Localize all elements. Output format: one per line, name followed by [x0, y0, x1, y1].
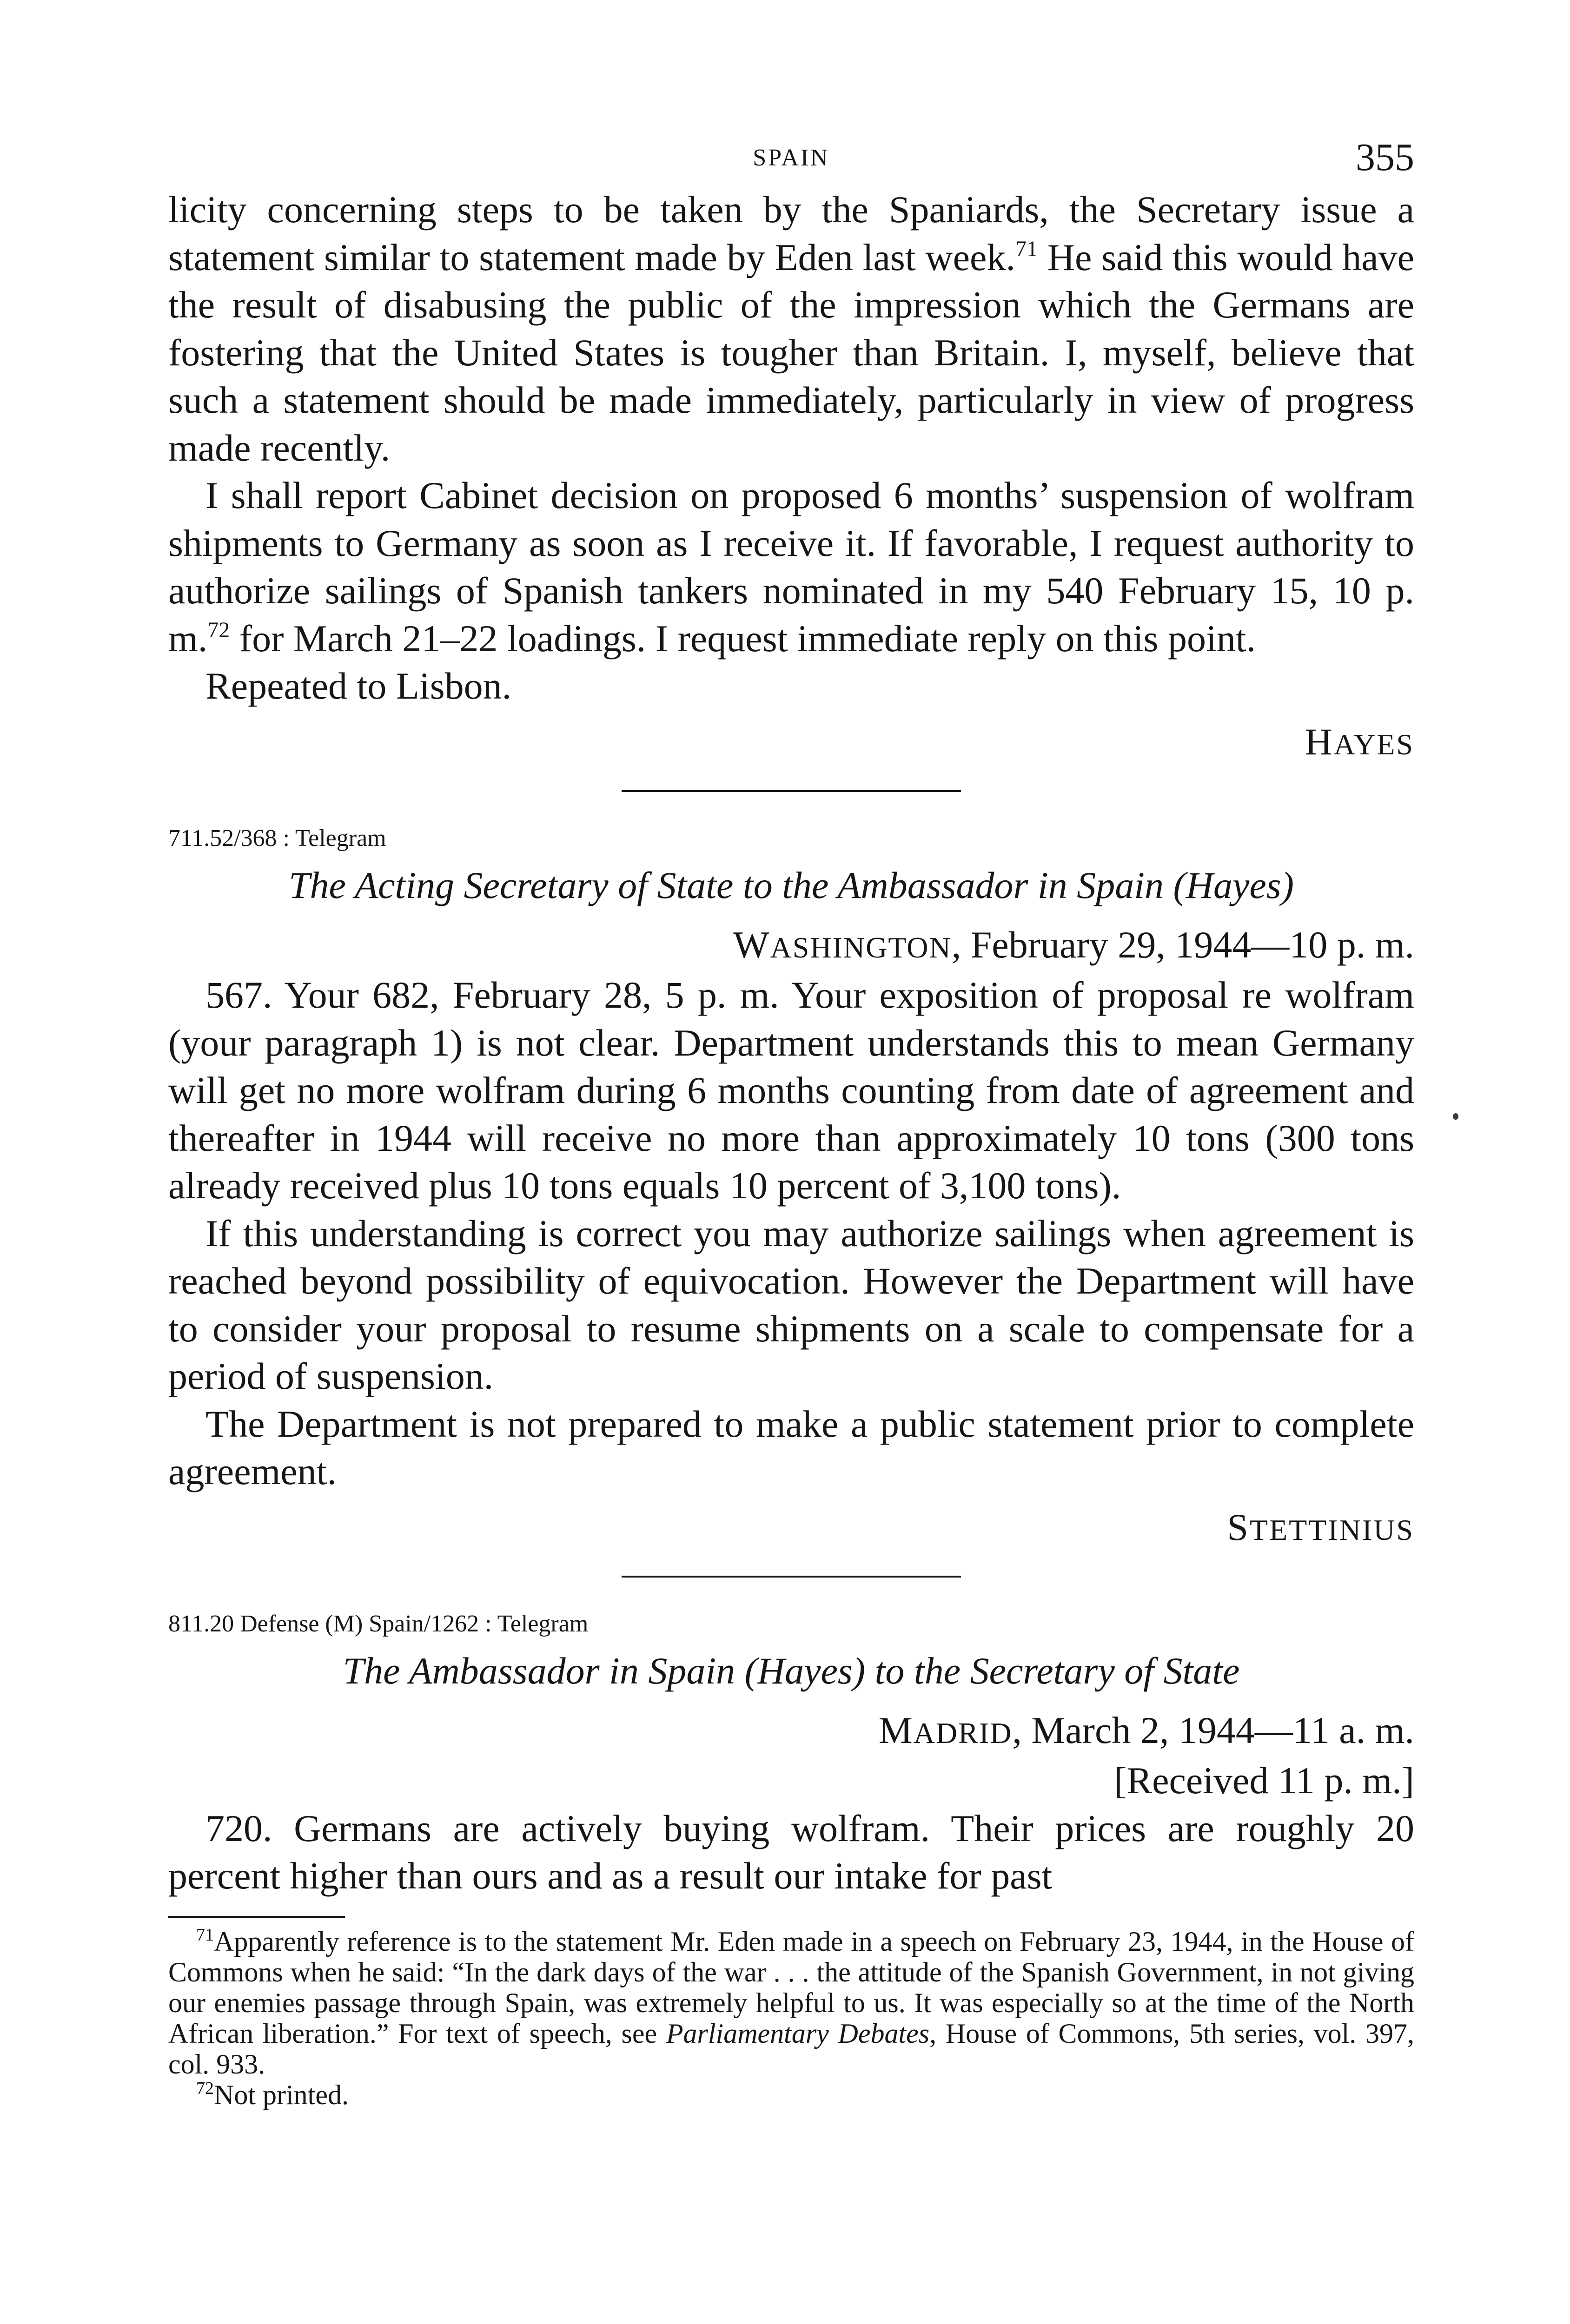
file-reference: 711.52/368 : Telegram: [168, 825, 386, 852]
dateline: WASHINGTON, February 29, 1944—10 p. m.: [733, 923, 1414, 966]
footnotes: [168, 1926, 1414, 2110]
document-1: [168, 820, 1414, 1553]
continuation-section: [168, 186, 1414, 768]
document-page: [168, 135, 1414, 2110]
page-header: [168, 135, 1414, 186]
signature-hayes: HAYES: [1305, 720, 1414, 763]
page-number: 355: [1356, 136, 1414, 179]
document-title: The Acting Secretary of State to the Ambassador in Spain (Hayes): [288, 864, 1294, 906]
continuation-paragraph-1: licity concerning steps to be taken by the Spaniards, the Secretary issue a statement similar to statement made by Eden last week.$^{71}$ He said this would have the result of disabusing the public of the impression which the Germans are fostering that the United States is tougher than Britain. I, myself, believe that such a statement should be made immediately, particularly in view of progress made recently.: [168, 188, 1415, 469]
document-1-paragraph-1: 567. Your 682, February 28, 5 p. m. Your exposition of proposal re wolfram (your paragraph 1) is not clear. Department understands this to mean Germany will get no more wolfram during 6 months counting from date of agreement and thereafter in 1944 will receive no more than approximately 10 tons (300 tons already received plus 10 tons equals 10 percent of 3,100 tons).: [168, 974, 1414, 1207]
signature-stettinius: STETTINIUS: [1227, 1505, 1414, 1548]
footnote-ref-72[interactable]: 72: [207, 617, 230, 642]
stray-mark: [1453, 1113, 1458, 1120]
received-line: [Received 11 p. m.]: [1114, 1759, 1414, 1802]
document-1-paragraph-2: If this understanding is correct you may authorize sailings when agreement is reached beyond possibility of equivocation. However the Department will have to consider your proposal to resume shipments on a scale to compensate for a period of suspension.: [168, 1212, 1414, 1397]
footnote-72: $^{72}$Not printed.: [196, 2078, 349, 2110]
footnote-71: $^{71}$Apparently reference is to the statement Mr. Eden made in a speech on February 23, 1944, in the House of Commons when he said: “In the dark days of the war . . . the attitude of the Spanish Government, in not giving our enemies passage through Spain, was extremely helpful to us. It was especially so at the time of the North African liberation.” For text of speech, see Parliamentary Debates, House of Commons, 5th series, vol. 397, col. 933.: [168, 1925, 1414, 2080]
footnote-ref-71[interactable]: 71: [1015, 236, 1038, 261]
section-divider: [622, 1576, 961, 1578]
footnote-divider: [168, 1916, 345, 1918]
running-head: SPAIN: [753, 145, 830, 171]
document-1-paragraph-3: The Department is not prepared to make a public statement prior to complete agreement.: [168, 1402, 1414, 1492]
document-2: [168, 1605, 1414, 1900]
dateline: MADRID, March 2, 1944—11 a. m.: [878, 1709, 1414, 1751]
continuation-paragraph-3: Repeated to Lisbon.: [205, 665, 512, 707]
section-divider: [622, 790, 961, 792]
file-reference: 811.20 Defense (M) Spain/1262 : Telegram: [168, 1610, 589, 1637]
continuation-paragraph-2: I shall report Cabinet decision on proposed 6 months’ suspension of wolfram shipments to Germany as soon as I receive it. If favorable, I request authority to authorize sailings of Spanish tankers nominated in my 540 February 15, 10 p. m.$^{72}$ for March 21–22 loadings. I request immediate reply on this point.: [168, 474, 1414, 660]
document-2-paragraph-1: 720. Germans are actively buying wolfram. Their prices are roughly 20 percent higher than ours and as a result our intake for past: [168, 1807, 1414, 1897]
document-title: The Ambassador in Spain (Hayes) to the Secretary of State: [343, 1649, 1240, 1692]
